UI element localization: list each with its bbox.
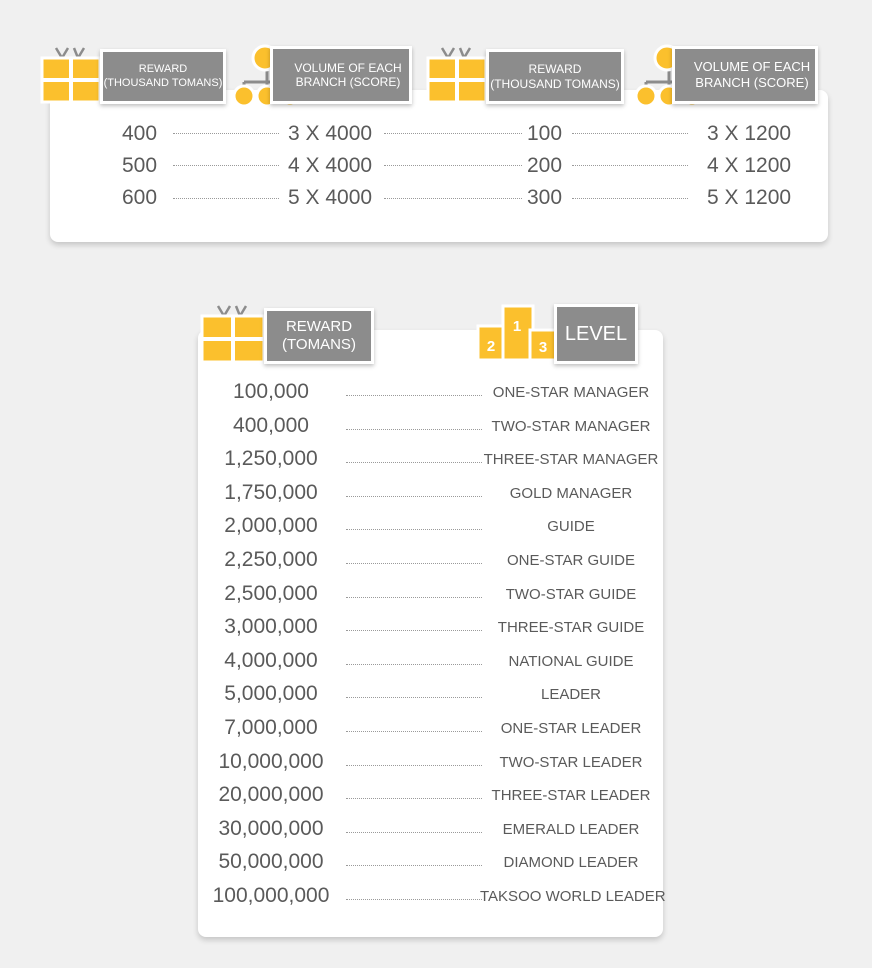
volume-header: VOLUME OF EACH BRANCH (SCORE) (672, 46, 818, 104)
podium-second: 2 (486, 338, 496, 355)
level-value: THREE-STAR GUIDE (497, 619, 645, 637)
level-value: TWO-STAR GUIDE (505, 585, 637, 603)
volume-value: 4 X 4000 (288, 154, 373, 177)
level-value: THREE-STAR MANAGER (483, 451, 659, 469)
dotted-leader (346, 798, 482, 799)
level-header: LEVEL (554, 304, 638, 364)
reward-value: 2,000,000 (224, 514, 318, 538)
dotted-leader (173, 165, 279, 166)
gift-icon (40, 44, 104, 104)
reward-header: REWARD (THOUSAND TOMANS) (100, 49, 226, 104)
reward-value: 5,000,000 (224, 682, 318, 706)
reward-value: 400 (122, 122, 158, 145)
reward-value: 7,000,000 (224, 716, 318, 739)
podium-icon (476, 300, 566, 364)
reward-value: 3,000,000 (224, 615, 318, 639)
reward-value: 1,750,000 (224, 480, 318, 504)
level-value: TWO-STAR LEADER (499, 753, 643, 771)
level-value: GUIDE (547, 518, 595, 536)
dotted-leader (384, 133, 522, 134)
reward-value: 300 (527, 186, 563, 209)
dotted-leader (346, 597, 482, 598)
dotted-leader (572, 198, 688, 199)
reward-value: 100,000 (233, 380, 309, 403)
dotted-leader (346, 496, 482, 497)
volume-value: 5 X 1200 (707, 186, 792, 209)
reward-value: 400,000 (233, 413, 309, 437)
dotted-leader (384, 165, 522, 166)
level-value: TAKSOO WORLD LEADER (480, 888, 666, 905)
dotted-leader (173, 198, 279, 199)
reward-value: 30,000,000 (218, 816, 324, 840)
reward-value: 10,000,000 (218, 749, 324, 773)
reward-value: 1,250,000 (224, 447, 318, 471)
level-value: LEADER (540, 686, 602, 704)
level-value: EMERALD LEADER (502, 820, 640, 838)
dotted-leader (572, 133, 688, 134)
reward-value: 100 (527, 122, 563, 145)
dotted-leader (346, 462, 482, 463)
reward-value: 2,250,000 (224, 548, 318, 571)
reward-value: 100,000,000 (212, 884, 330, 907)
reward-header: REWARD (TOMANS) (264, 308, 374, 364)
level-value: TWO-STAR MANAGER (491, 417, 651, 435)
dotted-leader (572, 165, 688, 166)
dotted-leader (346, 765, 482, 766)
volume-value: 3 X 4000 (288, 122, 373, 145)
dotted-leader (346, 865, 482, 866)
level-value: GOLD MANAGER (509, 484, 633, 502)
level-value: ONE-STAR LEADER (500, 720, 642, 737)
dotted-leader (346, 697, 482, 698)
reward-value: 200 (527, 154, 563, 177)
level-value: ONE-STAR MANAGER (492, 384, 650, 401)
volume-value: 5 X 4000 (288, 186, 373, 209)
dotted-leader (346, 731, 482, 732)
dotted-leader (346, 630, 482, 631)
dotted-leader (346, 529, 482, 530)
reward-header: REWARD (THOUSAND TOMANS) (486, 49, 624, 104)
dotted-leader (346, 664, 482, 665)
dotted-leader (346, 832, 482, 833)
dotted-leader (346, 429, 482, 430)
reward-value: 20,000,000 (218, 783, 324, 807)
volume-value: 3 X 1200 (707, 122, 792, 145)
level-value: NATIONAL GUIDE (508, 652, 634, 670)
dotted-leader (384, 198, 522, 199)
podium-third: 3 (538, 339, 548, 356)
level-value: ONE-STAR GUIDE (506, 552, 636, 569)
volume-value: 4 X 1200 (707, 154, 792, 177)
level-value: DIAMOND LEADER (503, 854, 639, 872)
dotted-leader (346, 899, 482, 900)
dotted-leader (346, 563, 482, 564)
volume-header: VOLUME OF EACH BRANCH (SCORE) (270, 46, 412, 104)
level-value: THREE-STAR LEADER (491, 787, 651, 805)
dotted-leader (346, 395, 482, 396)
dotted-leader (173, 133, 279, 134)
reward-value: 4,000,000 (224, 648, 318, 672)
reward-value: 600 (122, 186, 158, 209)
gift-icon (426, 44, 490, 104)
reward-value: 50,000,000 (218, 850, 324, 874)
gift-icon (200, 302, 268, 364)
reward-value: 2,500,000 (224, 581, 318, 605)
podium-first: 1 (512, 318, 522, 335)
reward-value: 500 (122, 154, 158, 177)
